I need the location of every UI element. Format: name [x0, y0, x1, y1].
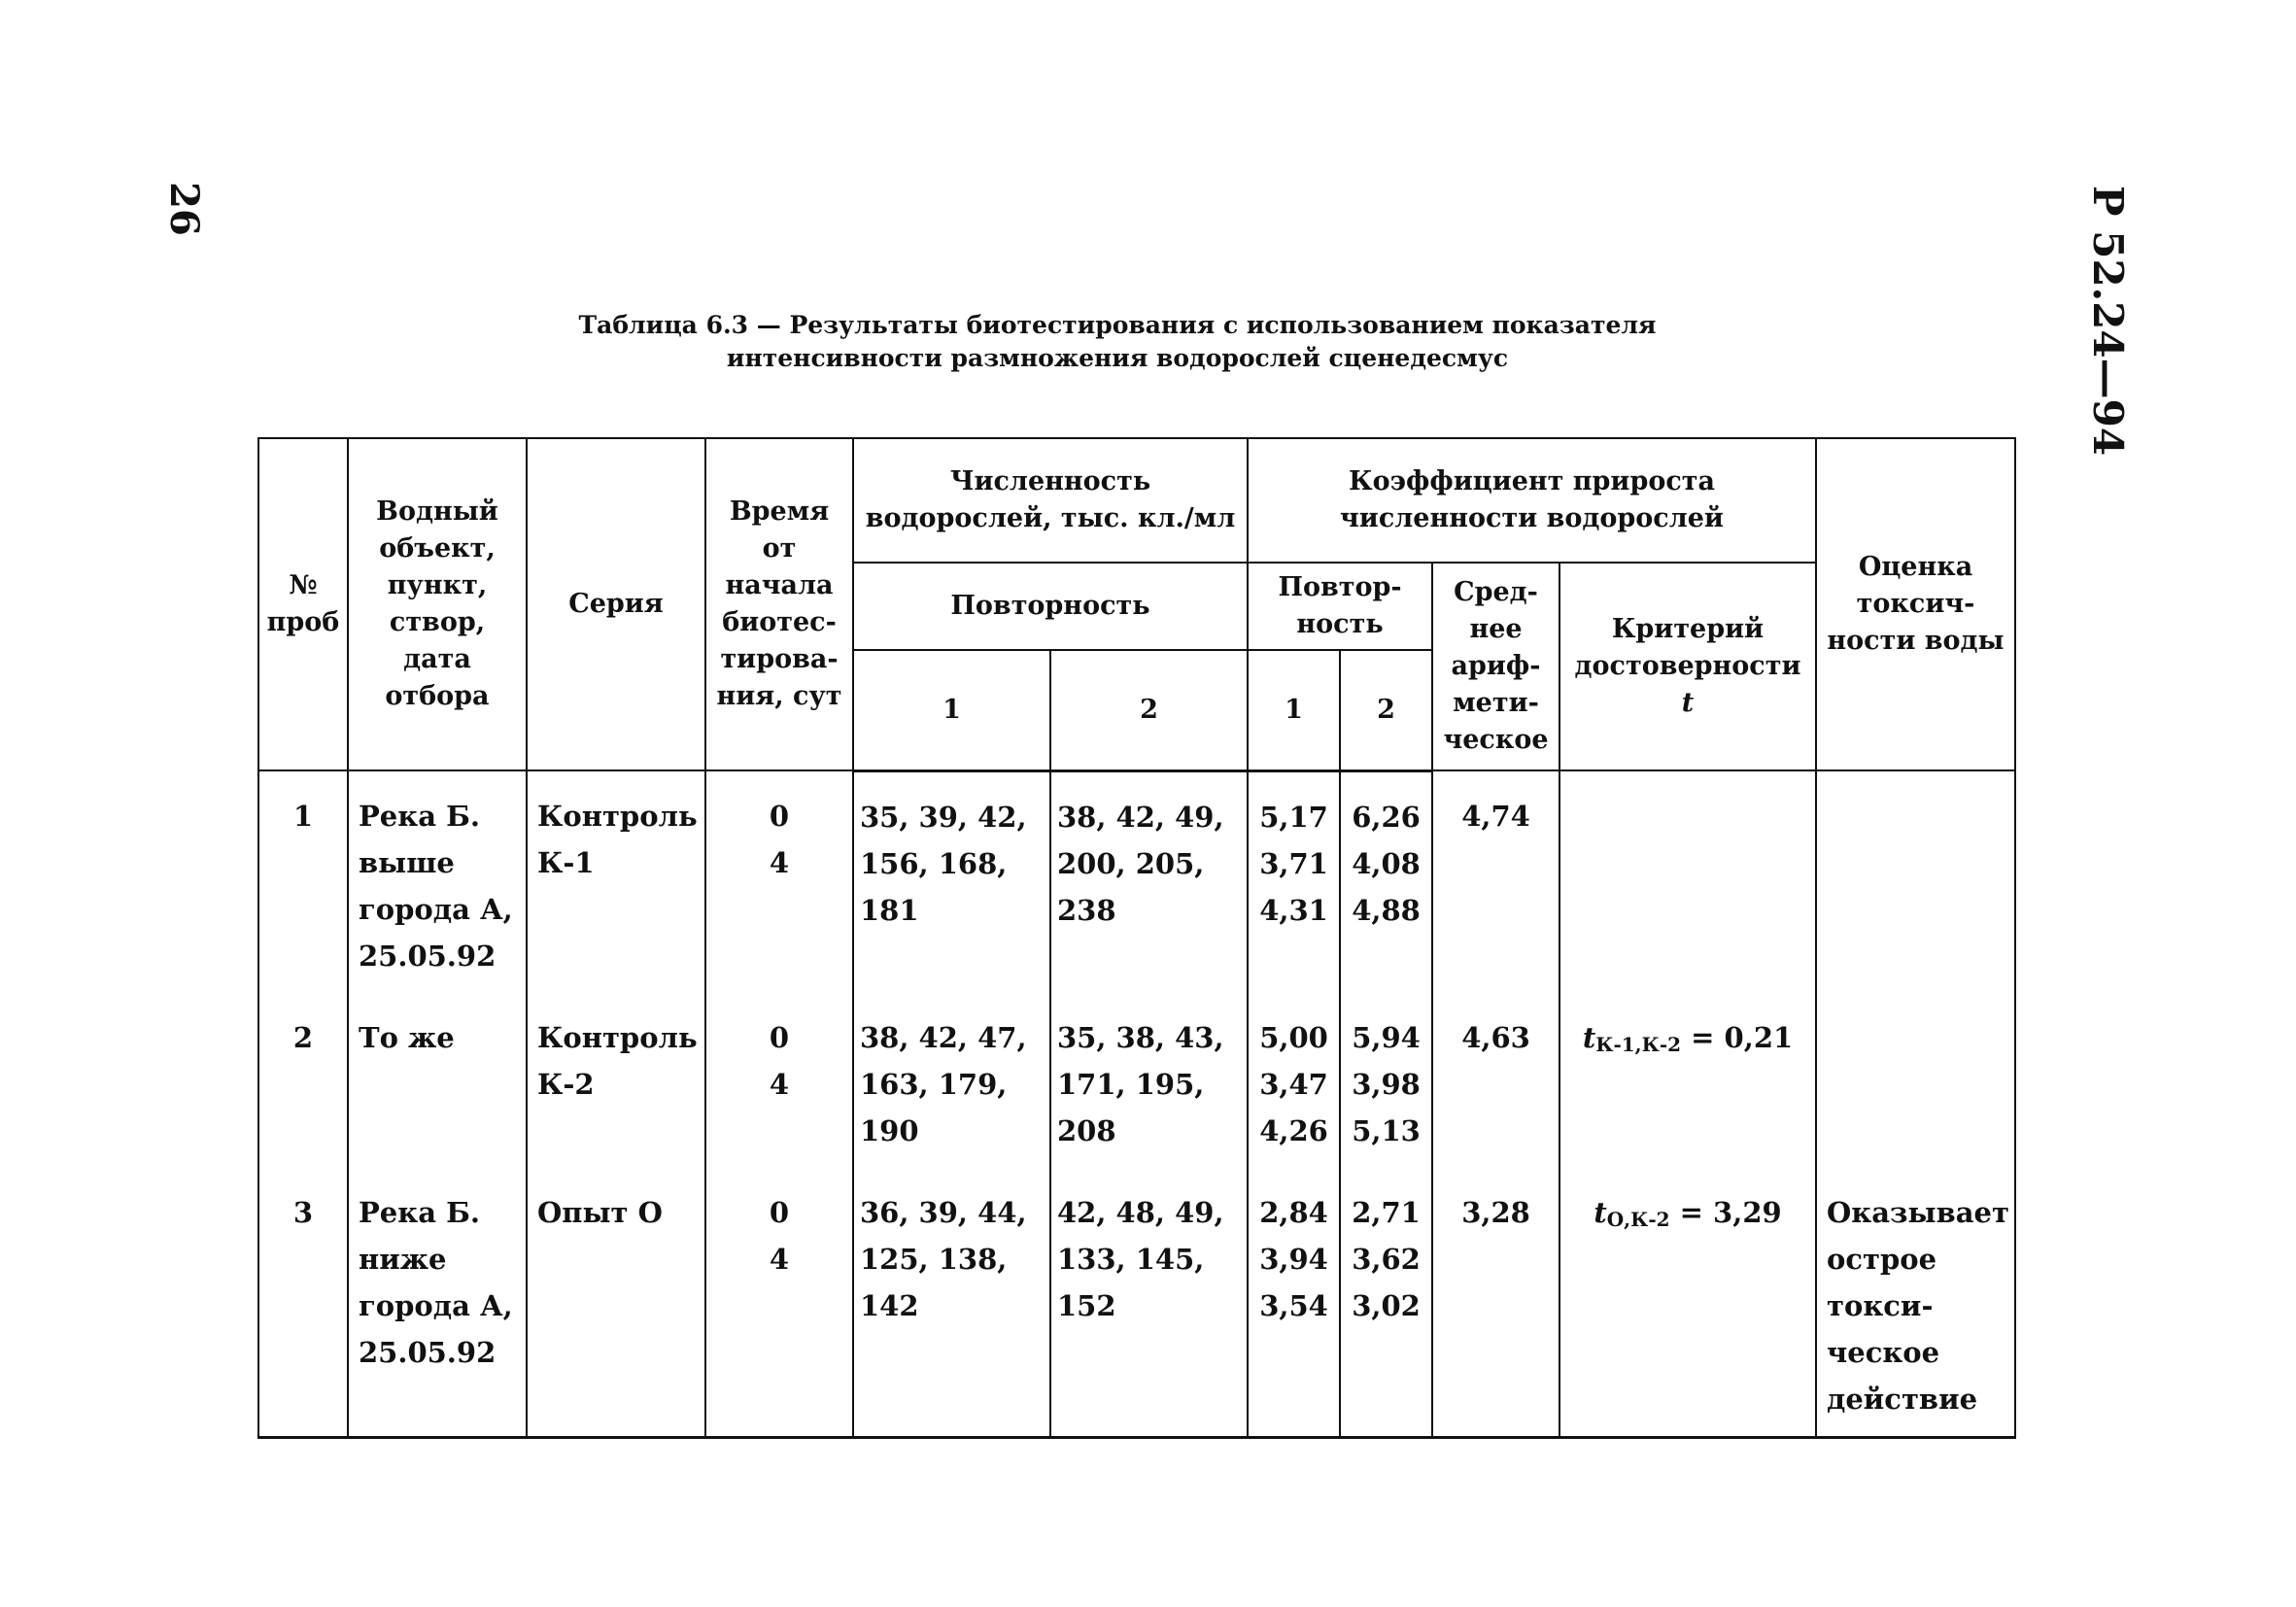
header-coef-group: Коэффициент прироста численности водорослей — [1248, 438, 1816, 563]
table-caption — [389, 309, 1846, 375]
header-time: Время от начала биотес-тирова-ния, сут — [705, 438, 853, 770]
cell-assessment — [1816, 993, 2015, 1168]
header-series: Серия — [527, 438, 705, 770]
cell-mean: 4,63 — [1432, 993, 1559, 1168]
cell-count-1: 35, 39, 42, 156, 168, 181 — [853, 770, 1050, 993]
caption-line-1: Таблица 6.3 — Результаты биотестирования с использованием показателя — [578, 311, 1657, 339]
cell-coef-1: 5,00 3,47 4,26 — [1248, 993, 1340, 1168]
cell-count-2: 38, 42, 49, 200, 205, 238 — [1050, 770, 1248, 993]
table-row — [258, 993, 2015, 1168]
cell-count-1: 38, 42, 47, 163, 179, 190 — [853, 993, 1050, 1168]
caption-line-2: интенсивности размножения водорослей сценедесмус — [726, 344, 1509, 372]
cell-count-2: 35, 38, 43, 171, 195, 208 — [1050, 993, 1248, 1168]
document-code: Р 52.24—94 — [2084, 185, 2133, 457]
cell-criterion — [1559, 770, 1816, 993]
header-rep-1: 1 — [853, 650, 1050, 770]
cell-num: 3 — [258, 1168, 348, 1438]
header-assessment: Оценка токсич-ности воды — [1816, 438, 2015, 770]
cell-mean: 4,74 — [1432, 770, 1559, 993]
cell-coef-1: 2,84 3,94 3,54 — [1248, 1168, 1340, 1438]
header-mean: Сред-нее ариф-мети-ческое — [1432, 563, 1559, 770]
cell-time: 0 4 — [705, 770, 853, 993]
cell-count-1: 36, 39, 44, 125, 138, 142 — [853, 1168, 1050, 1438]
cell-criterion: $t_{О,К-2} = 3,29$ — [1559, 1168, 1816, 1438]
cell-series: Контроль К-1 — [527, 770, 705, 993]
cell-assessment: Оказывает острое токси- ческое действие — [1816, 1168, 2015, 1438]
header-coef-repeat: Повтор-ность — [1248, 563, 1432, 650]
cell-num: 1 — [258, 770, 348, 993]
header-water-object: Водный объект, пункт, створ, дата отбора — [348, 438, 527, 770]
cell-object: Река Б. выше города А, 25.05.92 — [348, 770, 527, 993]
cell-series: Контроль К-2 — [527, 993, 705, 1168]
header-criterion — [1559, 563, 1816, 770]
cell-coef-1: 5,17 3,71 4,31 — [1248, 770, 1340, 993]
cell-assessment — [1816, 770, 2015, 993]
header-rep-2: 2 — [1050, 650, 1248, 770]
cell-coef-2: 5,94 3,98 5,13 — [1340, 993, 1432, 1168]
cell-num: 2 — [258, 993, 348, 1168]
table-row — [258, 1168, 2015, 1438]
cell-object: То же — [348, 993, 527, 1168]
header-coef-rep-1: 1 — [1248, 650, 1340, 770]
cell-count-2: 42, 48, 49, 133, 145, 152 — [1050, 1168, 1248, 1438]
criterion-label: Критерий достоверности — [1574, 614, 1801, 681]
cell-criterion: $t_{К-1,К-2} = 0,21$ — [1559, 993, 1816, 1168]
cell-series: Опыт О — [527, 1168, 705, 1438]
cell-time: 0 4 — [705, 993, 853, 1168]
cell-coef-2: 6,26 4,08 4,88 — [1340, 770, 1432, 993]
page-number: 26 — [161, 182, 208, 236]
cell-object: Река Б. ниже города А, 25.05.92 — [348, 1168, 527, 1438]
cell-mean: 3,28 — [1432, 1168, 1559, 1438]
header-count-group: Численность водорослей, тыс. кл./мл — [853, 438, 1248, 563]
cell-coef-2: 2,71 3,62 3,02 — [1340, 1168, 1432, 1438]
results-table — [257, 437, 2016, 1439]
header-num: № проб — [258, 438, 348, 770]
cell-time: 0 4 — [705, 1168, 853, 1438]
table-row — [258, 770, 2015, 993]
criterion-symbol: t — [1681, 688, 1695, 718]
header-repeat: Повторность — [853, 563, 1248, 650]
header-coef-rep-2: 2 — [1340, 650, 1432, 770]
